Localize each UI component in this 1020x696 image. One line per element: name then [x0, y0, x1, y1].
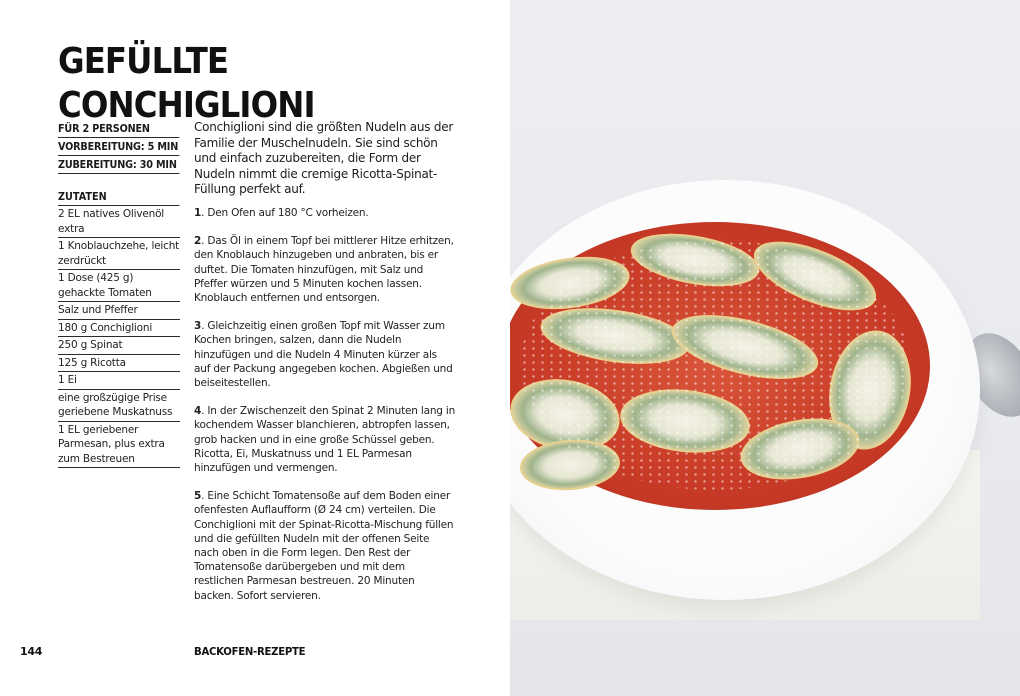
- step-1: [194, 206, 456, 220]
- ingredients-heading: ZUTATEN: [58, 188, 179, 206]
- ingredient-item: 250 g Spinat: [58, 337, 180, 355]
- ingredient-item: 180 g Conchiglioni: [58, 320, 180, 338]
- grated-parmesan: [520, 240, 910, 490]
- recipe-sidebar: [58, 120, 180, 468]
- step-text: . Das Öl in einem Topf bei mittlerer Hitze erhitzen, den Knoblauch hinzugeben und anbraten, bis er duftet. Die Tomaten hinzufügen, mit Salz und Pfeffer würzen und 5 Minuten kochen lassen. Knoblauch entfernen und entsorgen.: [194, 235, 454, 305]
- prep-time: VORBEREITUNG: 5 MIN: [58, 138, 179, 156]
- recipe-intro: Conchiglioni sind die größten Nudeln aus der Familie der Muschelnudeln. Sie sind schön und einfach zuzubereiten, die Form der Nudeln nimmt die cremige Ricotta-Spinat-Füllung perfekt auf.: [194, 120, 454, 196]
- recipe-title: GEFÜLLTE CONCHIGLIONI: [58, 41, 315, 126]
- ingredient-item: 1 Dose (425 g) gehackte Tomaten: [58, 270, 180, 302]
- ingredient-item: 2 EL natives Olivenöl extra: [58, 206, 180, 238]
- ingredient-item: 125 g Ricotta: [58, 355, 180, 373]
- step-number: 2: [194, 235, 202, 248]
- step-5: [194, 489, 456, 603]
- page-number: 144: [20, 645, 43, 658]
- ingredient-item: Salz und Pfeffer: [58, 302, 180, 320]
- servings: FÜR 2 PERSONEN: [58, 120, 179, 138]
- method-steps: [194, 206, 456, 617]
- step-number: 3: [194, 320, 202, 333]
- step-2: [194, 234, 456, 305]
- recipe-photo: [510, 0, 1020, 696]
- ingredient-item: 1 Ei: [58, 372, 180, 390]
- step-3: [194, 319, 456, 390]
- ingredient-item: eine großzügige Prise geriebene Muskatnuss: [58, 390, 180, 422]
- section-title: BACKOFEN-REZEPTE: [194, 645, 306, 658]
- step-text: . Eine Schicht Tomatensoße auf dem Boden einer ofenfesten Auflaufform (Ø 24 cm) verteilen. Die Conchiglioni mit der Spinat-Ricotta-Mischung füllen und die gefüllten Nudeln mit der offenen Seite nach oben in die Form legen. Den Rest der Tomatensoße darübergeben und mit dem restlichen Parmesan bestreuen. 20 Minuten backen. Sofort servieren.: [194, 490, 454, 602]
- ingredient-item: 1 EL geriebener Parmesan, plus extra zum Bestreuen: [58, 422, 180, 469]
- step-number: 1: [194, 207, 202, 219]
- cook-time: ZUBEREITUNG: 30 MIN: [58, 156, 179, 174]
- step-text: . Gleichzeitig einen großen Topf mit Wasser zum Kochen bringen, salzen, dann die Nudeln hinzufügen und die Nudeln 4 Minuten kürzer als auf der Packung angegeben kochen. Abgießen und beiseitestellen.: [194, 320, 453, 390]
- step-text: . In der Zwischenzeit den Spinat 2 Minuten lang in kochendem Wasser blanchieren, abtropfen lassen, grob hacken und in eine große Schüssel geben. Ricotta, Ei, Muskatnuss und 1 EL Parmesan hinzufügen und vermengen.: [194, 405, 456, 475]
- ingredient-item: 1 Knoblauchzehe, leicht zerdrückt: [58, 238, 180, 270]
- step-4: [194, 404, 456, 475]
- step-number: 5: [194, 490, 202, 503]
- step-number: 4: [194, 405, 202, 418]
- step-text: . Den Ofen auf 180 °C vorheizen.: [201, 207, 369, 219]
